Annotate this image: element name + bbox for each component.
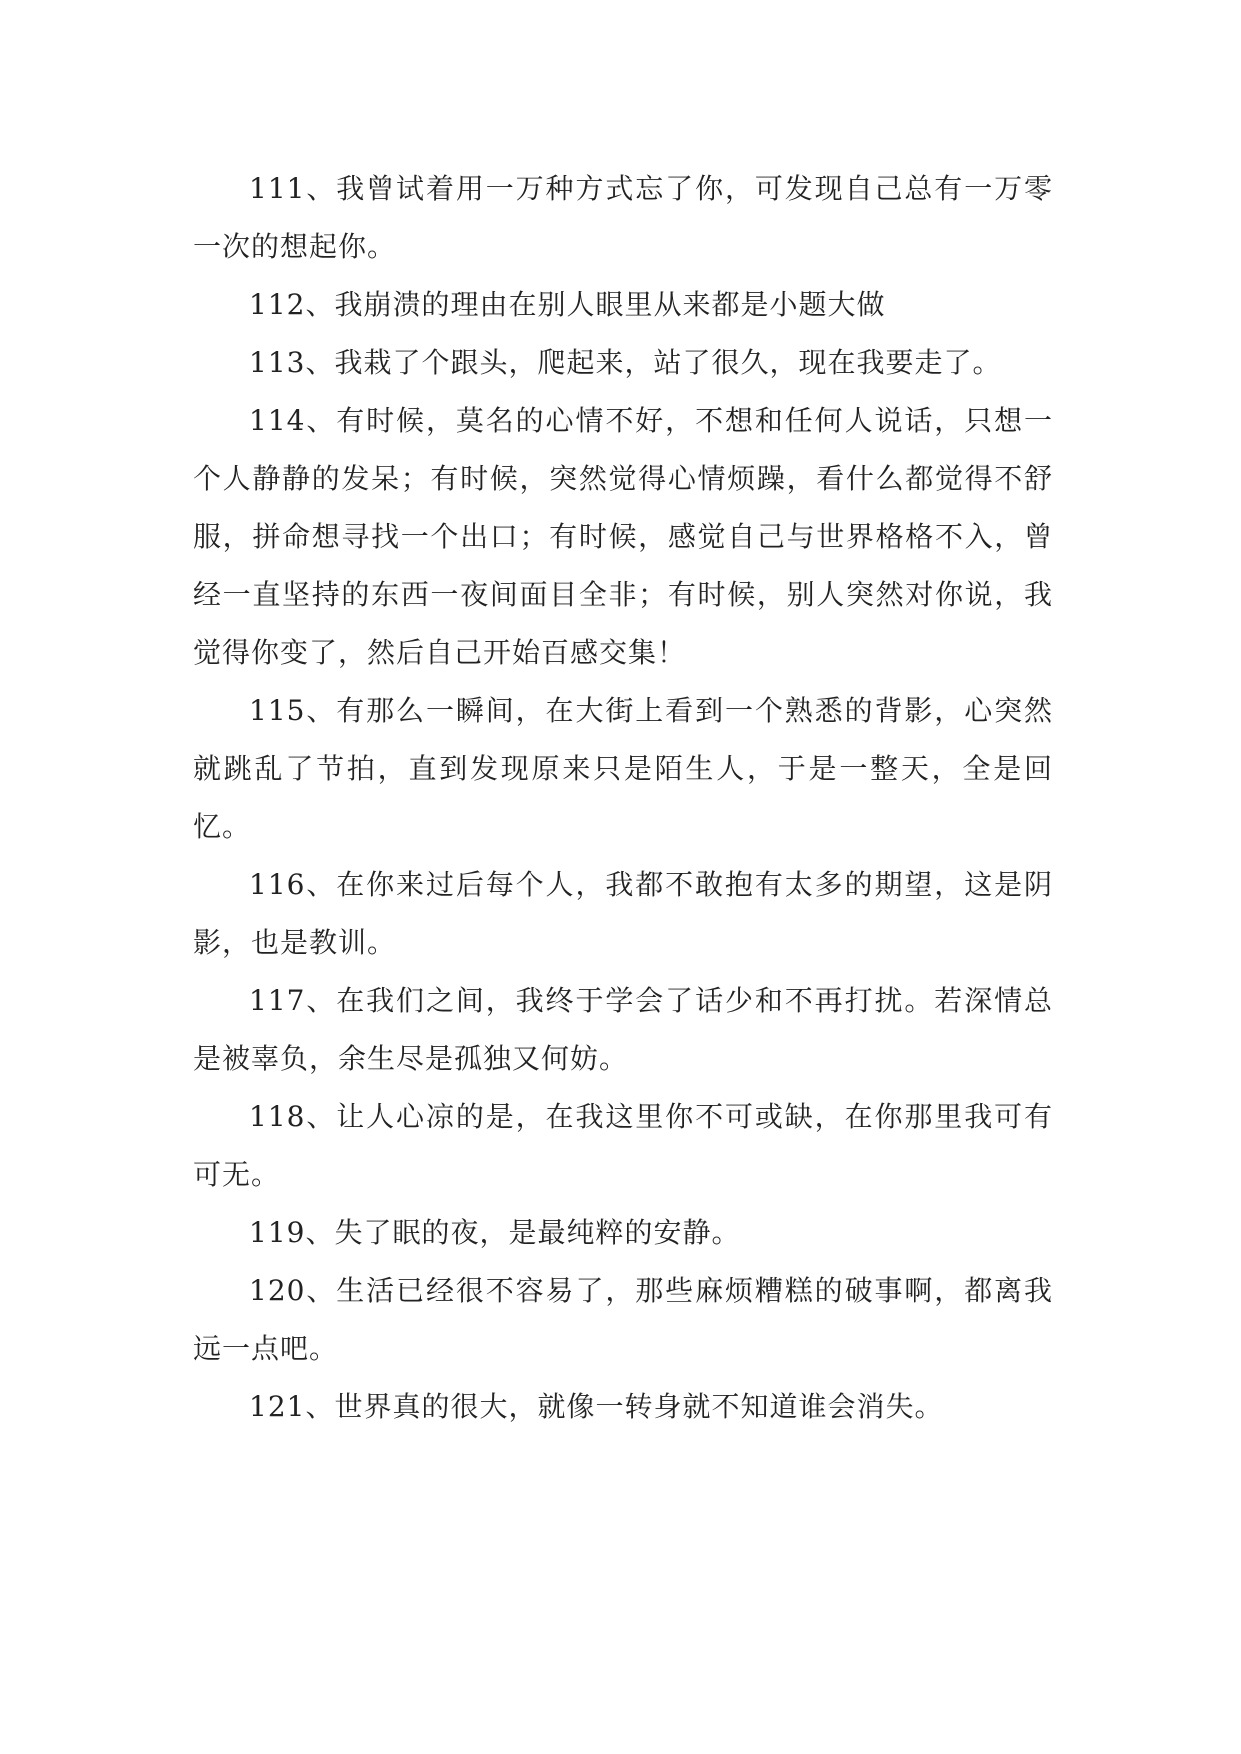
paragraph-120: 120、生活已经很不容易了，那些麻烦糟糕的破事啊，都离我远一点吧。	[193, 1274, 1053, 1365]
paragraph-119: 119、失了眠的夜，是最纯粹的安静。	[249, 1216, 741, 1249]
paragraph-118: 118、让人心凉的是，在我这里你不可或缺，在你那里我可有可无。	[193, 1100, 1053, 1191]
paragraph-117: 117、在我们之间，我终于学会了话少和不再打扰。若深情总是被辜负，余生尽是孤独又何妨。	[193, 984, 1053, 1075]
paragraph-116: 116、在你来过后每个人，我都不敢抱有太多的期望，这是阴影，也是教训。	[193, 868, 1053, 959]
paragraph-112: 112、我崩溃的理由在别人眼里从来都是小题大做	[249, 288, 886, 321]
paragraph-115: 115、有那么一瞬间，在大街上看到一个熟悉的背影，心突然就跳乱了节拍，直到发现原来只是陌生人，于是一整天，全是回忆。	[193, 694, 1053, 843]
paragraph-114: 114、有时候，莫名的心情不好，不想和任何人说话，只想一个人静静的发呆；有时候，突然觉得心情烦躁，看什么都觉得不舒服，拼命想寻找一个出口；有时候，感觉自己与世界格格不入，曾经一直坚持的东西一夜间面目全非；有时候，别人突然对你说，我觉得你变了，然后自己开始百感交集！	[193, 404, 1053, 669]
document-body	[193, 160, 1053, 1436]
paragraph-121: 121、世界真的很大，就像一转身就不知道谁会消失。	[249, 1390, 944, 1423]
paragraph-113: 113、我栽了个跟头，爬起来，站了很久，现在我要走了。	[249, 346, 1002, 379]
paragraph-111: 111、我曾试着用一万种方式忘了你，可发现自己总有一万零一次的想起你。	[193, 172, 1053, 263]
